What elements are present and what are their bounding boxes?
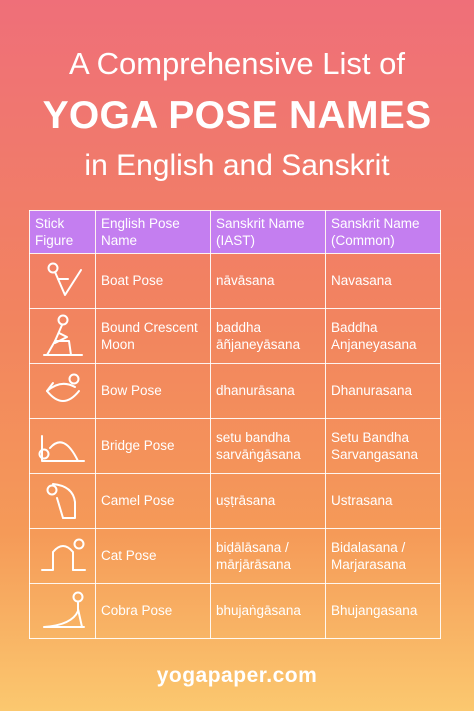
sanskrit-common-cell: Setu Bandha Sarvangasana [326, 419, 441, 474]
english-name-cell: Bound Crescent Moon [96, 309, 211, 364]
table-row [30, 584, 441, 639]
english-name-cell: Bow Pose [96, 364, 211, 419]
boat-pose-figure-icon [30, 254, 96, 309]
title-line-1: A Comprehensive List of [68, 46, 405, 81]
english-name-cell: Cat Pose [96, 529, 211, 584]
footer-website: yogapaper.com [156, 664, 318, 687]
header-english-name: English Pose Name [96, 211, 211, 254]
sanskrit-iast-cell: uṣṭrāsana [211, 474, 326, 529]
bridge-pose-figure-icon [30, 419, 96, 474]
sanskrit-common-cell: Bidalasana / Marjarasana [326, 529, 441, 584]
table-row [30, 529, 441, 584]
title-line-3: in English and Sanskrit [84, 149, 390, 182]
sanskrit-iast-cell: nāvāsana [211, 254, 326, 309]
english-name-cell: Cobra Pose [96, 584, 211, 639]
cobra-pose-figure-icon [30, 584, 96, 639]
english-name-cell: Bridge Pose [96, 419, 211, 474]
yoga-pose-table [29, 210, 441, 639]
header-sanskrit-common: Sanskrit Name (Common) [326, 211, 441, 254]
sanskrit-iast-cell: bhujaṅgāsana [211, 584, 326, 639]
bow-pose-figure-icon [30, 364, 96, 419]
table-row [30, 419, 441, 474]
english-name-cell: Boat Pose [96, 254, 211, 309]
table-row [30, 364, 441, 419]
sanskrit-iast-cell: dhanurāsana [211, 364, 326, 419]
sanskrit-iast-cell: setu bandha sarvāṅgāsana [211, 419, 326, 474]
sanskrit-common-cell: Ustrasana [326, 474, 441, 529]
header-sanskrit-iast: Sanskrit Name (IAST) [211, 211, 326, 254]
sanskrit-iast-cell: baddha āñjaneyāsana [211, 309, 326, 364]
table-row [30, 309, 441, 364]
bound-crescent-moon-figure-icon [30, 309, 96, 364]
sanskrit-common-cell: Navasana [326, 254, 441, 309]
header-stick-figure: Stick Figure [30, 211, 96, 254]
table-row [30, 474, 441, 529]
title-line-2: YOGA POSE NAMES [42, 94, 432, 137]
english-name-cell: Camel Pose [96, 474, 211, 529]
sanskrit-common-cell: Bhujangasana [326, 584, 441, 639]
cat-pose-figure-icon [30, 529, 96, 584]
table-row [30, 254, 441, 309]
camel-pose-figure-icon [30, 474, 96, 529]
sanskrit-common-cell: Dhanurasana [326, 364, 441, 419]
sanskrit-common-cell: Baddha Anjaneyasana [326, 309, 441, 364]
sanskrit-iast-cell: biḍālāsana / mārjārāsana [211, 529, 326, 584]
table-header-row [30, 211, 441, 254]
